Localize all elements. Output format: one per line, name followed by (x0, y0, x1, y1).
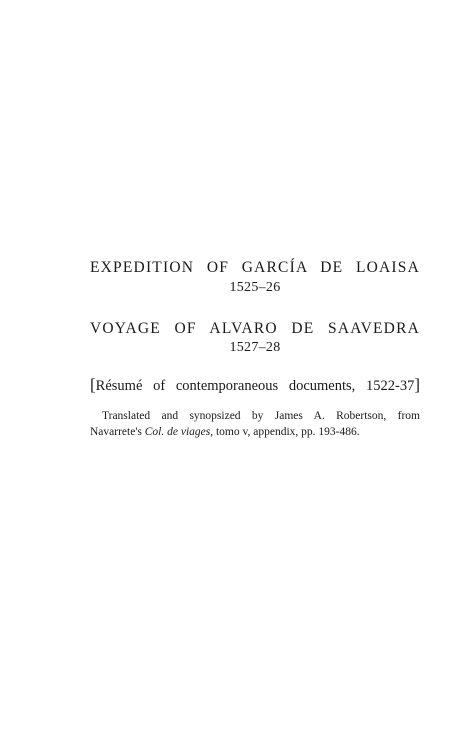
expedition-title: EXPEDITION OF GARCÍA DE LOAISA (90, 259, 420, 276)
credit-line-2-suffix: tomo v, appendix, pp. 193-486. (213, 426, 360, 438)
voyage-years: 1527–28 (229, 340, 281, 355)
resume-text: Résumé of contemporaneous documents, 1522-37 (95, 378, 415, 394)
credit-line-2-prefix: Navarrete's (90, 426, 145, 438)
credit-line-1: Translated and synopsized by James A. Robertson, from (102, 410, 420, 422)
credit-source-title: Col. de viages, (144, 426, 214, 438)
expedition-years: 1525–26 (229, 280, 281, 295)
resume-close-bracket: ] (414, 375, 420, 394)
resume-line (90, 376, 420, 395)
resume-open-bracket: [ (90, 375, 96, 394)
credit-line-2 (90, 424, 420, 440)
voyage-title: VOYAGE OF ALVARO DE SAAVEDRA (90, 320, 420, 337)
translator-credit (90, 408, 420, 440)
